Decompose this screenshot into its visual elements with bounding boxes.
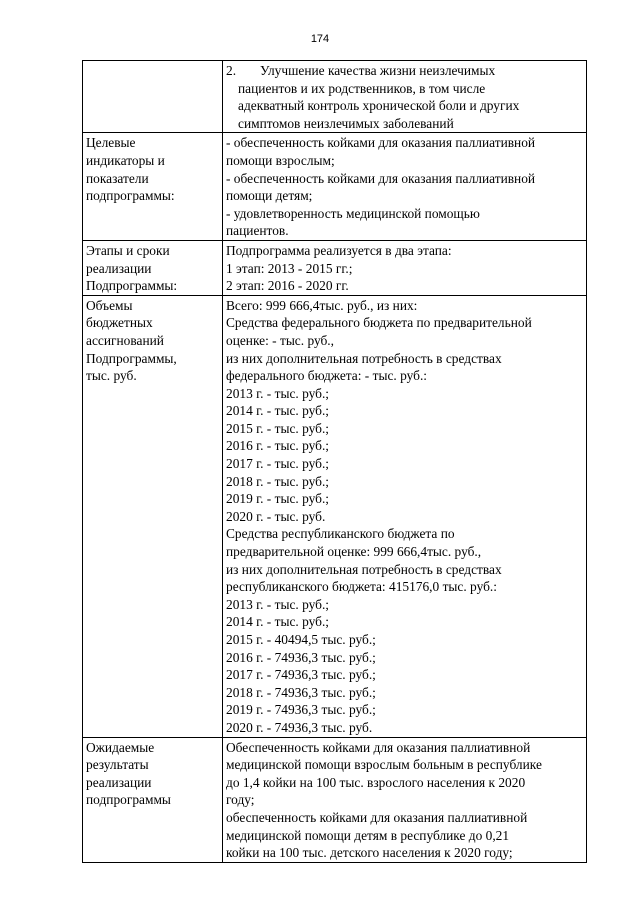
content-line [226, 277, 583, 295]
page-number: 174 [310, 33, 330, 45]
content-line [226, 187, 583, 205]
content-line [226, 62, 583, 80]
content-text: 2 этап: 2016 - 2020 гг. [226, 278, 349, 294]
content-text: 2019 г. - 74936,3 тыс. руб.; [226, 702, 376, 718]
content-text: Средства республиканского бюджета по [226, 526, 455, 542]
row-content-cell [223, 240, 587, 295]
content-text: помощи детям; [226, 188, 313, 204]
content-text: Подпрограмма реализуется в два этапа: [226, 242, 452, 258]
content-line [226, 260, 583, 278]
content-line [226, 205, 583, 223]
label-line: Объемы [86, 297, 133, 313]
content-line [226, 756, 583, 774]
row-label-cell [83, 61, 223, 133]
content-line [226, 385, 583, 403]
row-content-cell [223, 295, 587, 737]
content-line [226, 649, 583, 667]
row-label-cell [83, 737, 223, 862]
content-line [226, 455, 583, 473]
label-line: Целевые [86, 135, 136, 151]
content-text: оценке: - тыс. руб., [226, 332, 334, 348]
content-text: федерального бюджета: - тыс. руб.: [226, 368, 428, 384]
content-text: 2016 г. - тыс. руб.; [226, 438, 330, 454]
content-text: пациентов. [226, 223, 289, 239]
content-line [226, 490, 583, 508]
label-line: подпрограммы [86, 792, 171, 808]
label-line: ассигнований [86, 332, 164, 348]
content-text: 1 этап: 2013 - 2015 гг.; [226, 260, 353, 276]
label-line: Подпрограммы, [86, 350, 177, 366]
row-label-cell [83, 240, 223, 295]
content-line [226, 578, 583, 596]
content-text: - обеспеченность койками для оказания паллиативной [226, 135, 536, 151]
content-text: предварительной оценке: 999 666,4тыс. руб., [226, 544, 482, 560]
content-line [226, 739, 583, 757]
table-row [83, 240, 587, 295]
content-line [226, 437, 583, 455]
content-line [226, 242, 583, 260]
content-line [226, 402, 583, 420]
content-line [226, 115, 583, 133]
content-line [226, 613, 583, 631]
label-line: реализации [86, 774, 152, 790]
content-text: симптомов неизлечимых заболеваний [238, 115, 454, 131]
content-line [226, 631, 583, 649]
content-text: из них дополнительная потребность в средствах [226, 561, 502, 577]
content-line [226, 543, 583, 561]
row-content-cell [223, 737, 587, 862]
label-line: тыс. руб. [86, 368, 137, 384]
table-body [83, 61, 587, 863]
content-line [226, 508, 583, 526]
content-text: Обеспеченность койками для оказания паллиативной [226, 739, 531, 755]
content-text: медицинской помощи взрослым больным в республике [226, 757, 542, 773]
content-line [226, 152, 583, 170]
content-text: 2013 г. - тыс. руб.; [226, 596, 330, 612]
content-line [226, 134, 583, 152]
content-text: из них дополнительная потребность в средствах [226, 350, 502, 366]
row-content-cell [223, 61, 587, 133]
label-line: результаты [86, 757, 149, 773]
content-text: пациентов и их родственников, в том числе [238, 80, 486, 96]
content-text: 2016 г. - 74936,3 тыс. руб.; [226, 649, 376, 665]
content-text: республиканского бюджета: 415176,0 тыс. руб.: [226, 579, 497, 595]
content-line [226, 719, 583, 737]
content-text: 2014 г. - тыс. руб.; [226, 614, 330, 630]
content-line [226, 170, 583, 188]
content-line [226, 367, 583, 385]
content-line [226, 701, 583, 719]
content-text: помощи взрослым; [226, 152, 335, 168]
content-text: 2020 г. - 74936,3 тыс. руб. [226, 719, 373, 735]
label-line: Подпрограммы: [86, 278, 178, 294]
content-text: 2017 г. - тыс. руб.; [226, 456, 330, 472]
content-line [226, 827, 583, 845]
list-number: 2. [226, 63, 237, 78]
row-content-cell [223, 133, 587, 241]
content-text: 2019 г. - тыс. руб.; [226, 491, 330, 507]
content-line [226, 791, 583, 809]
content-line [226, 332, 583, 350]
content-line [226, 97, 583, 115]
label-line: бюджетных [86, 315, 153, 331]
content-text: 2017 г. - 74936,3 тыс. руб.; [226, 667, 376, 683]
content-text: 2018 г. - 74936,3 тыс. руб.; [226, 684, 376, 700]
content-text: - обеспеченность койками для оказания паллиативной [226, 170, 536, 186]
content-text: Всего: 999 666,4тыс. руб., из них: [226, 297, 418, 313]
label-line: реализации [86, 260, 152, 276]
label-line: подпрограммы: [86, 188, 175, 204]
table-row [83, 61, 587, 133]
content-line [226, 525, 583, 543]
content-line [226, 350, 583, 368]
content-text: койки на 100 тыс. детского населения к 2020 году; [226, 845, 513, 861]
content-line [226, 844, 583, 862]
content-text: медицинской помощи детям в республике до 0,21 [226, 827, 510, 843]
table-row [83, 133, 587, 241]
content-line [226, 420, 583, 438]
content-line [226, 561, 583, 579]
content-text: - удовлетворенность медицинской помощью [226, 205, 480, 221]
content-line [226, 222, 583, 240]
content-text: году; [226, 792, 255, 808]
table-row [83, 737, 587, 862]
content-line [226, 596, 583, 614]
content-text: 2015 г. - тыс. руб.; [226, 420, 330, 436]
content-text: 2014 г. - тыс. руб.; [226, 403, 330, 419]
row-label-cell [83, 295, 223, 737]
content-line [226, 774, 583, 792]
row-label-cell [83, 133, 223, 241]
label-line: Этапы и сроки [86, 242, 170, 258]
content-text: 2018 г. - тыс. руб.; [226, 473, 330, 489]
content-line [226, 809, 583, 827]
label-line: индикаторы и [86, 152, 165, 168]
content-text: Улучшение качества жизни неизлечимых [260, 63, 496, 78]
passport-table [82, 60, 587, 863]
content-line [226, 473, 583, 491]
content-line [226, 666, 583, 684]
content-text: 2020 г. - тыс. руб. [226, 508, 326, 524]
label-line: показатели [86, 170, 149, 186]
content-text: адекватный контроль хронической боли и других [238, 98, 520, 114]
table-row [83, 295, 587, 737]
content-text: Средства федерального бюджета по предварительной [226, 315, 532, 331]
content-line [226, 297, 583, 315]
content-text: 2013 г. - тыс. руб.; [226, 385, 330, 401]
label-line: Ожидаемые [86, 739, 155, 755]
content-text: обеспеченность койками для оказания паллиативной [226, 809, 528, 825]
content-line [226, 684, 583, 702]
content-line [226, 80, 583, 98]
content-text: до 1,4 койки на 100 тыс. взрослого населения к 2020 [226, 774, 526, 790]
content-line [226, 314, 583, 332]
content-text: 2015 г. - 40494,5 тыс. руб.; [226, 632, 376, 647]
